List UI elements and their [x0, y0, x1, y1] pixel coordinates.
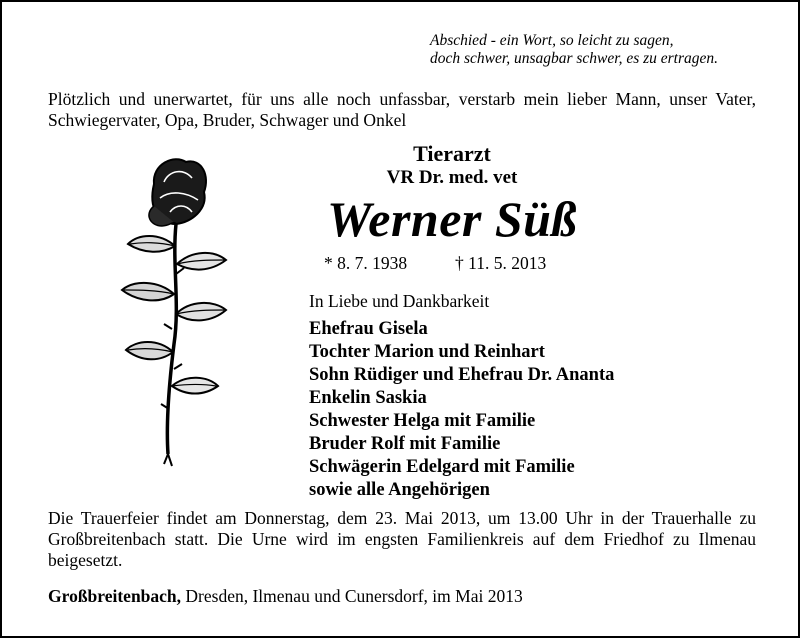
love-line: In Liebe und Dankbarkeit	[309, 291, 490, 311]
closing-place: Großbreitenbach,	[48, 586, 182, 606]
quote-line: doch schwer, unsagbar schwer, es zu ertragen.	[430, 50, 719, 67]
list-item: Enkelin Saskia	[309, 388, 427, 408]
closing-rest: Dresden, Ilmenau und Cunersdorf, im Mai 2013	[181, 586, 523, 606]
rose-icon	[114, 154, 234, 474]
quote-line: Abschied - ein Wort, so leicht zu sagen,	[430, 32, 674, 49]
mourners-list	[309, 318, 614, 502]
profession: Tierarzt	[413, 141, 491, 166]
death-date: † 11. 5. 2013	[455, 253, 547, 273]
list-item: Sohn Rüdiger und Ehefrau Dr. Ananta	[309, 365, 615, 385]
list-item: Schwägerin Edelgard mit Familie	[309, 457, 575, 477]
list-item: Bruder Rolf mit Familie	[309, 434, 501, 454]
list-item: Schwester Helga mit Familie	[309, 411, 536, 431]
birth-date: * 8. 7. 1938	[324, 253, 408, 273]
intro-text: Plötzlich und unerwartet, für uns alle noch unfassbar, verstarb mein lieber Mann, unser Vater, Schwiegervater, Opa, Bruder, Schwager und Onkel	[48, 89, 756, 130]
closing-line	[48, 585, 523, 607]
academic-title: VR Dr. med. vet	[386, 167, 518, 188]
funeral-text: Die Trauerfeier findet am Donnerstag, dem 23. Mai 2013, um 13.00 Uhr in der Trauerhalle zu Großbreitenbach statt. Die Urne wird im engsten Familienkreis auf dem Friedhof zu Ilmenau beigesetzt.	[48, 508, 756, 570]
farewell-quote	[430, 32, 770, 68]
list-item: Tochter Marion und Reinhart	[309, 342, 545, 362]
list-item: Ehefrau Gisela	[309, 319, 428, 339]
list-item: sowie alle Angehörigen	[309, 480, 490, 500]
deceased-name: Werner Süß	[327, 191, 577, 247]
